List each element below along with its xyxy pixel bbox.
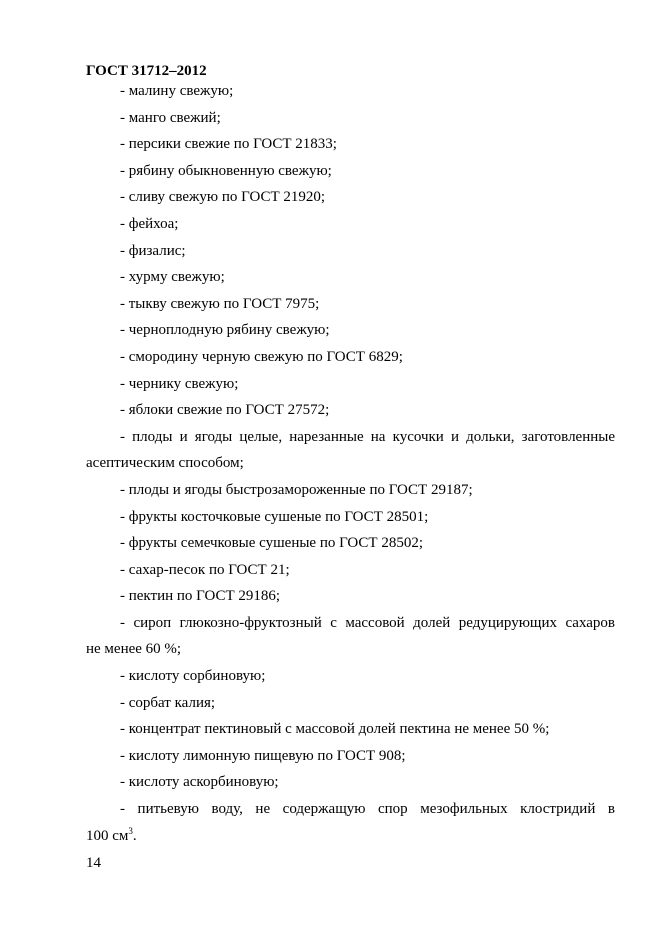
list-item: - сливу свежую по ГОСТ 21920; (120, 189, 326, 206)
list-item-continuation: асептическим способом; (86, 455, 244, 472)
superscript: 3 (128, 825, 133, 836)
page-number: 14 (86, 855, 101, 871)
list-item: - чернику свежую; (120, 375, 239, 392)
list-item: - плоды и ягоды быстрозамороженные по ГОСТ 29187; (120, 481, 473, 498)
sentence-end: . (132, 827, 137, 844)
list-item: - малину свежую; (120, 83, 234, 99)
list-item-line: - питьевую воду, не содержащую спор мезофильных клостридий в (120, 801, 615, 818)
list-item: - физалис; (120, 242, 186, 259)
list-item: - смородину черную свежую по ГОСТ 6829; (120, 348, 403, 365)
list-item-continuation: не менее 60 %; (86, 641, 182, 658)
list-item-line: - плоды и ягоды целые, нарезанные на кусочки и дольки, заготовленные (120, 428, 615, 445)
document-header: ГОСТ 31712–2012 (86, 63, 207, 79)
list-item: - черноплодную рябину свежую; (120, 322, 330, 339)
list-item: - персики свежие по ГОСТ 21833; (120, 136, 337, 153)
list-item-wrapped (86, 424, 615, 477)
list-item: - сахар-песок по ГОСТ 21; (120, 561, 290, 578)
list-item: - кислоту лимонную пищевую по ГОСТ 908; (120, 747, 406, 764)
list-item: - манго свежий; (120, 109, 221, 126)
list-item: - фрукты косточковые сушеные по ГОСТ 28501; (120, 508, 429, 525)
list-item: - фейхоа; (120, 215, 179, 232)
list-item: - яблоки свежие по ГОСТ 27572; (120, 402, 330, 419)
list-item: - концентрат пектиновый с массовой долей пектина не менее 50 %; (120, 721, 550, 738)
list-item: - сорбат калия; (120, 694, 216, 711)
list-item-continuation (86, 823, 615, 850)
list-item: - рябину обыкновенную свежую; (120, 162, 332, 179)
list-item: - пектин по ГОСТ 29186; (120, 588, 281, 605)
list-item: - хурму свежую; (120, 269, 225, 286)
list-item-wrapped (86, 610, 615, 663)
list-item: - тыкву свежую по ГОСТ 7975; (120, 295, 320, 312)
volume-value: 100 см (86, 827, 129, 844)
list-item-line: - сироп глюкозно-фруктозный с массовой долей редуцирующих сахаров (120, 614, 615, 631)
list-item: - фрукты семечковые сушеные по ГОСТ 28502; (120, 535, 424, 552)
ingredient-list (86, 78, 615, 849)
list-item: - кислоту сорбиновую; (120, 668, 266, 685)
list-item-wrapped (86, 796, 615, 849)
list-item: - кислоту аскорбиновую; (120, 774, 279, 791)
